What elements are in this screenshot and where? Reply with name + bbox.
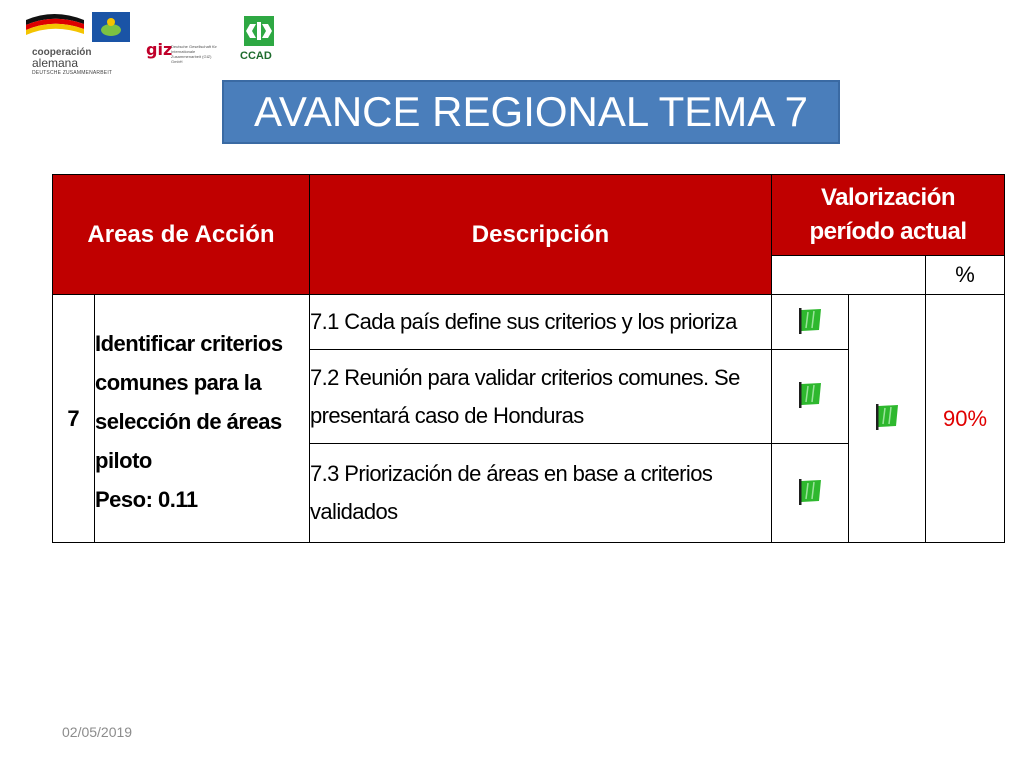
coop-line3: DEUTSCHE ZUSAMMENARBEIT [32, 70, 113, 76]
green-flag-icon [796, 304, 824, 336]
table-row [53, 295, 1005, 350]
cooperacion-alemana-logo [24, 8, 134, 76]
percent-value: 90% [926, 295, 1005, 543]
header-areas-de-accion: Areas de Acción [53, 175, 310, 295]
coop-line1: cooperación [32, 47, 92, 58]
giz-fine-text: Deutsche Gesellschaft für Internationale Zusammenarbeit (GIZ) GmbH [171, 44, 217, 64]
header-valorizacion-line2: período actual [809, 218, 967, 245]
flag-swoosh-icon [24, 8, 134, 50]
header-descripcion: Descripción [310, 175, 772, 295]
coop-line2: alemana [32, 56, 79, 70]
row-number: 7 [53, 295, 95, 543]
item-status-cell [772, 350, 849, 444]
progress-table [52, 174, 1005, 543]
ccad-label: CCAD [240, 50, 272, 62]
item-status-cell [772, 295, 849, 350]
giz-mark: giz [146, 40, 173, 59]
area-text: Identificar criterios comunes para la selección de áreas piloto [95, 330, 283, 473]
giz-logo [146, 38, 216, 66]
overall-status-cell [849, 295, 926, 543]
ccad-logo [238, 14, 282, 66]
item-description: 7.3 Priorización de áreas en base a criterios validados [310, 444, 772, 543]
item-description: 7.1 Cada país define sus criterios y los prioriza [310, 295, 772, 350]
green-flag-icon [796, 475, 824, 507]
header-valorizacion [772, 175, 1005, 256]
area-cell [95, 295, 310, 543]
page-title: AVANCE REGIONAL TEMA 7 [222, 80, 840, 144]
item-description: 7.2 Reunión para validar criterios comunes. Se presentará caso de Honduras [310, 350, 772, 444]
footer-date: 02/05/2019 [62, 724, 133, 740]
ccad-emblem-icon [244, 16, 274, 46]
peso-text: Peso: 0.11 [95, 486, 198, 512]
green-flag-icon [873, 400, 901, 432]
header-valorizacion-line1: Valorización [820, 184, 956, 211]
subheader-percent: % [926, 256, 1005, 295]
subheader-blank [772, 256, 926, 295]
item-status-cell [772, 444, 849, 543]
green-flag-icon [796, 378, 824, 410]
table-header-row [53, 175, 1005, 256]
